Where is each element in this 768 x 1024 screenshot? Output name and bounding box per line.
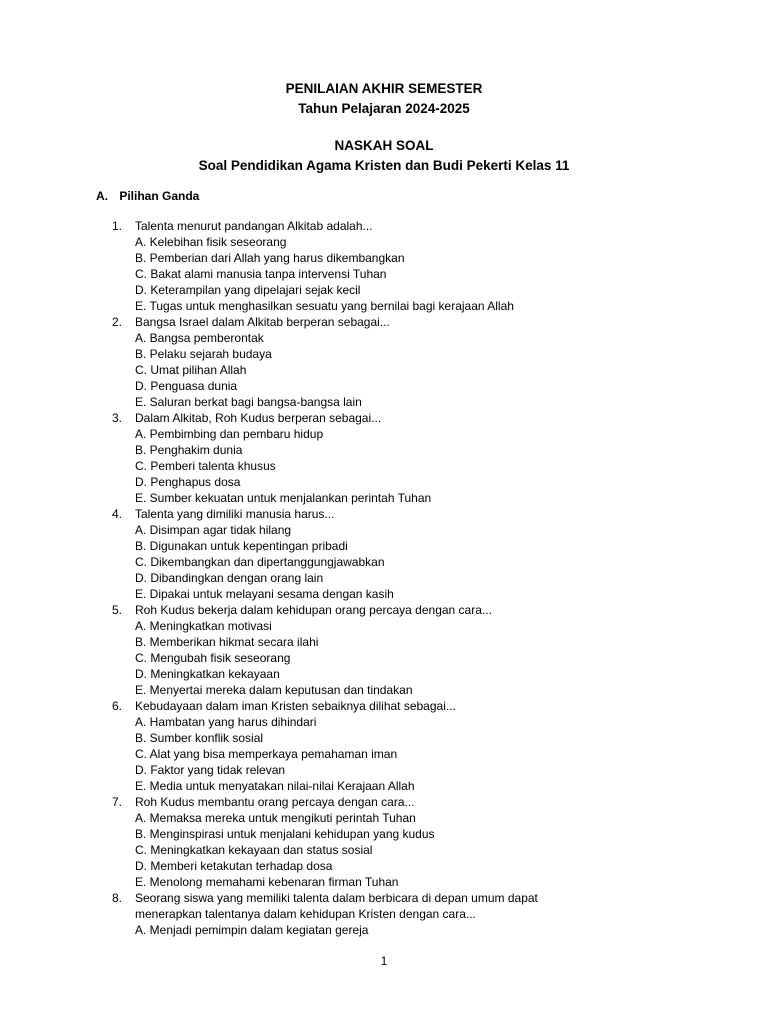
question-text [135,794,716,810]
question-text-line: Kebudayaan dalam iman Kristen sebaiknya dilihat sebagai... [135,699,456,713]
question-list [96,218,716,938]
answer-option: A. Hambatan yang harus dihindari [135,715,317,729]
question-item [96,218,716,314]
header-academic-year: Tahun Pelajaran 2024-2025 [298,101,470,116]
question-number: 8. [112,891,123,905]
question-text-line: Dalam Alkitab, Roh Kudus berperan sebagai... [135,411,382,425]
answer-option: D. Faktor yang tidak relevan [135,763,286,777]
question-item [96,506,716,602]
question-number: 7. [112,795,123,809]
answer-option: E. Media untuk menyatakan nilai-nilai Kerajaan Allah [135,779,415,793]
answer-option: D. Penguasa dunia [135,379,238,393]
answer-option: C. Umat pilihan Allah [135,363,247,377]
question-text [135,314,716,330]
section-letter: A. [96,189,108,203]
question-text [135,506,716,522]
question-item [96,794,716,890]
answer-option: A. Kelebihan fisik seseorang [135,235,287,249]
answer-option: A. Pembimbing dan pembaru hidup [135,427,324,441]
answer-option: C. Pemberi talenta khusus [135,459,276,473]
answer-option: B. Pemberian dari Allah yang harus dikembangkan [135,251,405,265]
document-subheader [0,136,768,176]
answer-option: E. Menyertai mereka dalam keputusan dan tindakan [135,683,413,697]
answer-option: D. Penghapus dosa [135,475,241,489]
question-number: 1. [112,219,123,233]
answer-option: A. Bangsa pemberontak [135,331,264,345]
question-number: 5. [112,603,123,617]
answer-option: B. Digunakan untuk kepentingan pribadi [135,539,348,553]
answer-option: B. Memberikan hikmat secara ilahi [135,635,319,649]
question-text-line: Talenta menurut pandangan Alkitab adalah... [135,219,373,233]
answer-option: C. Meningkatkan kekayaan dan status sosial [135,843,373,857]
question-text-line: Roh Kudus membantu orang percaya dengan cara... [135,795,415,809]
answer-option: B. Pelaku sejarah budaya [135,347,272,361]
answer-option: C. Mengubah fisik seseorang [135,651,291,665]
answer-option: B. Menginspirasi untuk menjalani kehidupan yang kudus [135,827,435,841]
question-text [135,218,716,234]
question-text-line: Roh Kudus bekerja dalam kehidupan orang percaya dengan cara... [135,603,492,617]
question-text [135,698,716,714]
answer-option: D. Keterampilan yang dipelajari sejak kecil [135,283,361,297]
answer-option: D. Memberi ketakutan terhadap dosa [135,859,333,873]
question-text-line: Bangsa Israel dalam Alkitab berperan sebagai... [135,315,390,329]
question-text [135,410,716,426]
answer-option: C. Bakat alami manusia tanpa intervensi Tuhan [135,267,387,281]
answer-option: A. Meningkatkan motivasi [135,619,272,633]
answer-option: C. Alat yang bisa memperkaya pemahaman iman [135,747,398,761]
question-text [135,602,716,618]
answer-option: D. Meningkatkan kekayaan [135,667,280,681]
answer-option: A. Menjadi pemimpin dalam kegiatan gereja [135,923,369,937]
question-item [96,602,716,698]
question-text-line: menerapkan talentanya dalam kehidupan Kristen dengan cara... [135,907,476,921]
question-text [135,890,716,922]
document-header [0,79,768,119]
answer-option: C. Dikembangkan dan dipertanggungjawabkan [135,555,385,569]
question-number: 4. [112,507,123,521]
header-title: PENILAIAN AKHIR SEMESTER [285,81,483,96]
answer-option: E. Tugas untuk menghasilkan sesuatu yang bernilai bagi kerajaan Allah [135,299,514,313]
question-number: 6. [112,699,123,713]
question-number: 2. [112,315,123,329]
question-number: 3. [112,411,123,425]
answer-option: E. Sumber kekuatan untuk menjalankan perintah Tuhan [135,491,432,505]
question-text-line: Seorang siswa yang memiliki talenta dalam berbicara di depan umum dapat [135,891,538,905]
header-subject: Soal Pendidikan Agama Kristen dan Budi Pekerti Kelas 11 [198,158,570,173]
answer-option: A. Memaksa mereka untuk mengikuti perintah Tuhan [135,811,416,825]
section-heading [96,187,199,205]
question-text-line: Talenta yang dimiliki manusia harus... [135,507,335,521]
answer-option: E. Saluran berkat bagi bangsa-bangsa lain [135,395,362,409]
answer-option: E. Menolong memahami kebenaran firman Tuhan [135,875,399,889]
answer-option: E. Dipakai untuk melayani sesama dengan kasih [135,587,394,601]
question-item [96,314,716,410]
answer-option: D. Dibandingkan dengan orang lain [135,571,324,585]
question-item [96,410,716,506]
answer-option: A. Disimpan agar tidak hilang [135,523,292,537]
header-naskah-soal: NASKAH SOAL [334,138,434,153]
question-item [96,698,716,794]
question-item [96,890,716,938]
section-title: Pilihan Ganda [119,189,200,203]
answer-option: B. Sumber konflik sosial [135,731,264,745]
page-number: 1 [380,954,388,968]
answer-option: B. Penghakim dunia [135,443,243,457]
